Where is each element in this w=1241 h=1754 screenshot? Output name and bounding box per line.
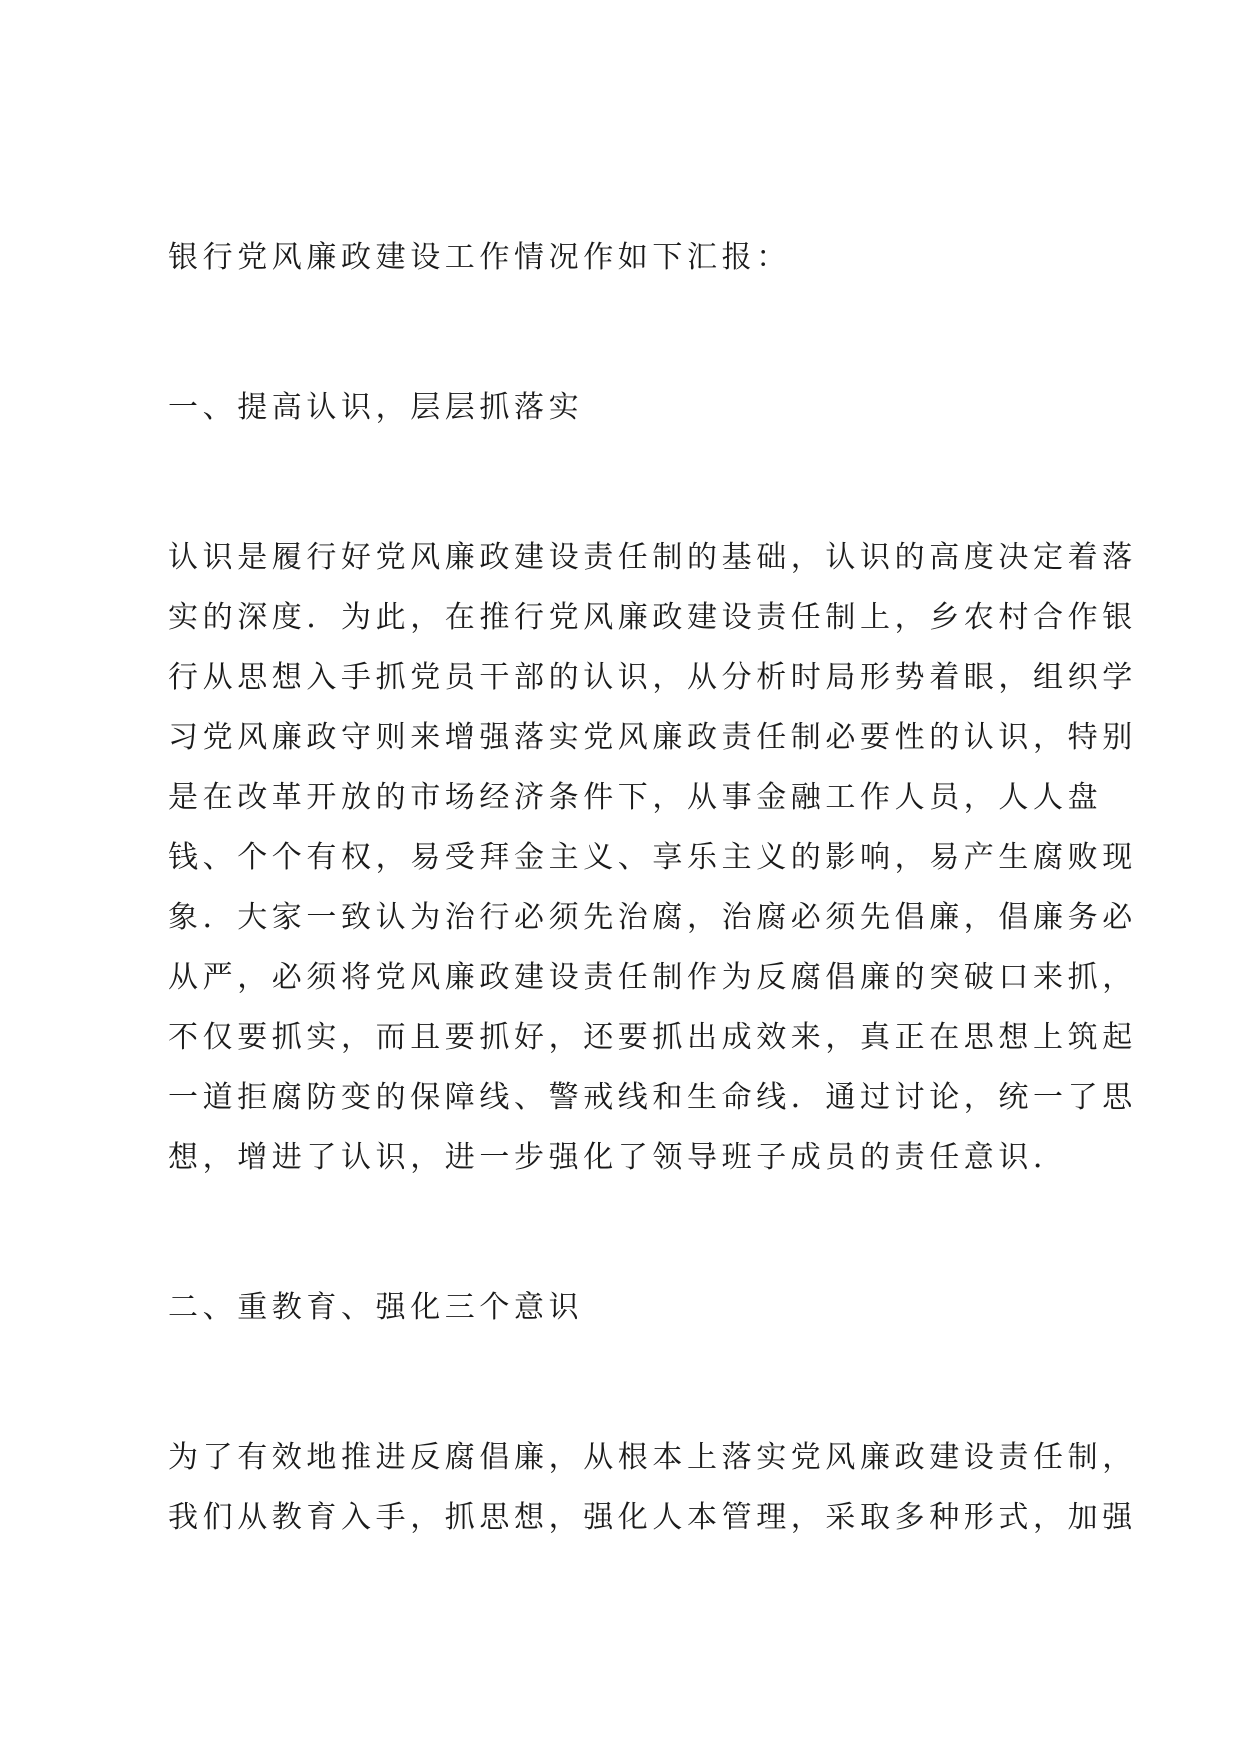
paragraph-line: 为了有效地推进反腐倡廉，从根本上落实党风廉政建设责任制， (168, 1440, 1137, 1475)
paragraph-line: 是在改革开放的市场经济条件下，从事金融工作人员，人人盘 (168, 780, 1103, 815)
paragraph-line: 不仅要抓实，而且要抓好，还要抓出成效来，真正在思想上筑起 (168, 1020, 1137, 1055)
intro-line: 银行党风廉政建设工作情况作如下汇报： (168, 240, 791, 275)
paragraph-1 (168, 528, 1137, 1188)
paragraph-gap (168, 438, 1088, 528)
section-heading-2: 二、重教育、强化三个意识 (168, 1290, 584, 1325)
paragraph-line: 钱、个个有权，易受拜金主义、享乐主义的影响，易产生腐败现 (168, 840, 1137, 875)
section-heading-1: 一、提高认识，层层抓落实 (168, 390, 584, 425)
paragraph-line: 从严，必须将党风廉政建设责任制作为反腐倡廉的突破口来抓， (168, 960, 1137, 995)
paragraph-line: 象．大家一致认为治行必须先治腐，治腐必须先倡廉，倡廉务必 (168, 900, 1137, 935)
paragraph-gap (168, 1188, 1088, 1278)
paragraph-gap (168, 1338, 1088, 1428)
paragraph-line: 认识是履行好党风廉政建设责任制的基础，认识的高度决定着落 (168, 540, 1137, 575)
paragraph-line: 习党风廉政守则来增强落实党风廉政责任制必要性的认识，特别 (168, 720, 1137, 755)
paragraph-2 (168, 1428, 1137, 1548)
paragraph-gap (168, 288, 1088, 378)
paragraph-line: 一道拒腐防变的保障线、警戒线和生命线．通过讨论，统一了思 (168, 1080, 1137, 1115)
paragraph-line: 想，增进了认识，进一步强化了领导班子成员的责任意识． (168, 1140, 1068, 1175)
paragraph-line: 实的深度．为此，在推行党风廉政建设责任制上，乡农村合作银 (168, 600, 1137, 635)
document-body (168, 228, 1137, 1548)
paragraph-line: 行从思想入手抓党员干部的认识，从分析时局形势着眼，组织学 (168, 660, 1137, 695)
paragraph-line: 我们从教育入手，抓思想，强化人本管理，采取多种形式，加强 (168, 1500, 1137, 1535)
